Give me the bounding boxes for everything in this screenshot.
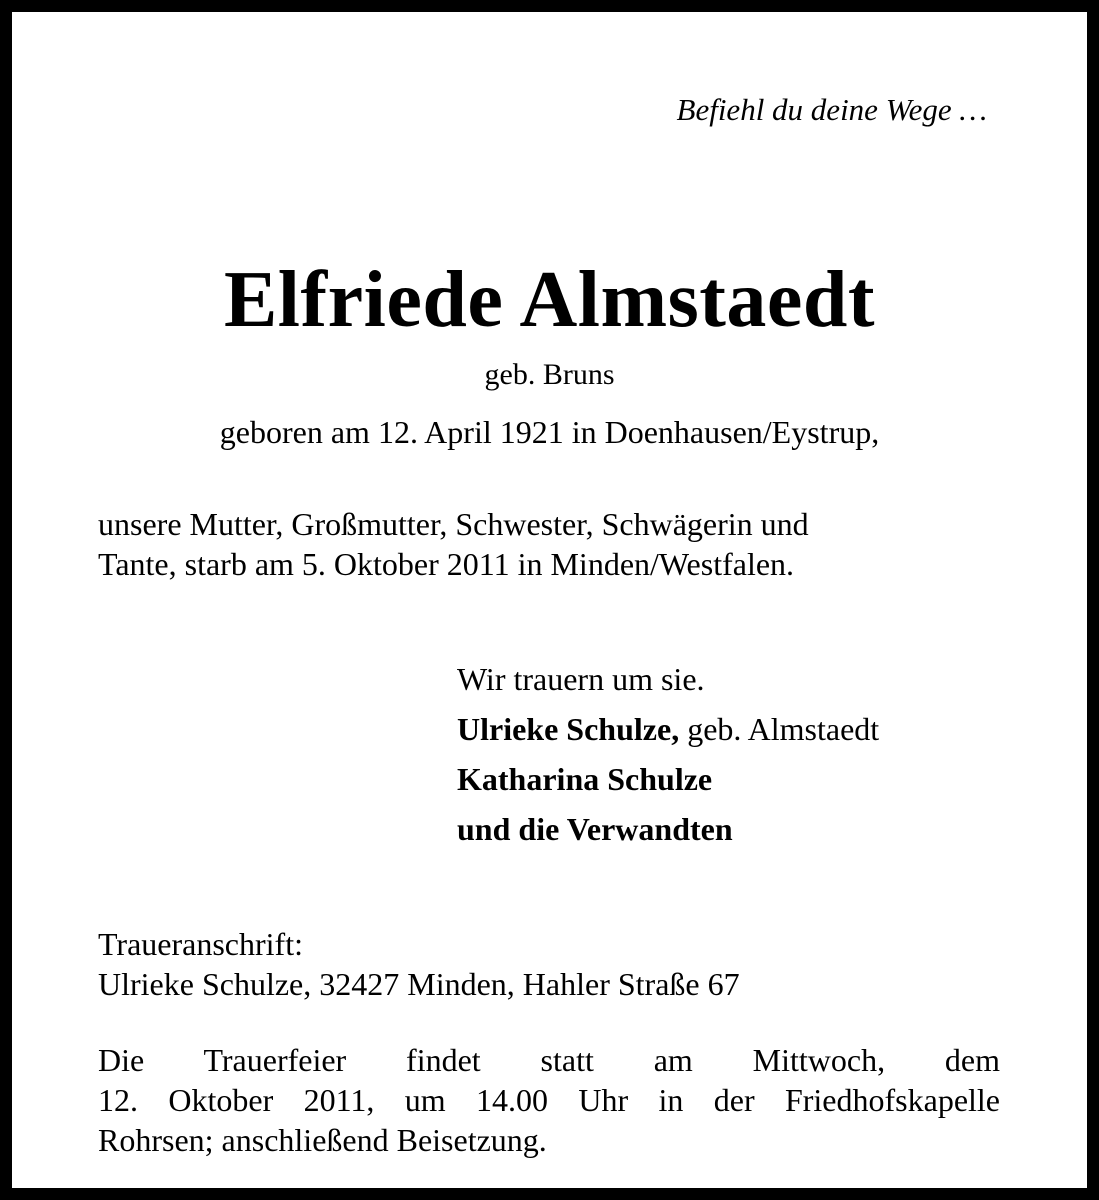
death-statement [98, 504, 1000, 584]
death-statement-line-1: unsere Mutter, Großmutter, Schwester, Schwägerin und [98, 506, 809, 542]
mourning-address-label: Traueranschrift: [98, 926, 303, 962]
mourning-address-value: Ulrieke Schulze, 32427 Minden, Hahler Straße 67 [98, 966, 740, 1002]
mourners-block [457, 659, 879, 859]
motto-quote: Befiehl du deine Wege … [676, 92, 987, 127]
ceremony-info [98, 1040, 1000, 1160]
mourners-relatives: und die Verwandten [457, 811, 733, 847]
mourner-1-name: Ulrieke Schulze, [457, 711, 680, 747]
ceremony-line-3: Rohrsen; anschließend Beisetzung. [98, 1122, 547, 1158]
birth-info: geboren am 12. April 1921 in Doenhausen/Eystrup, [219, 414, 880, 450]
mourner-1 [457, 709, 879, 759]
ceremony-line-1: Die Trauerfeier findet statt am Mittwoch, dem [98, 1042, 1000, 1078]
mourning-address [98, 924, 740, 1004]
mourners-intro: Wir trauern um sie. [457, 661, 705, 697]
deceased-name: Elfriede Almstaedt [223, 256, 876, 344]
maiden-name: geb. Bruns [484, 358, 615, 391]
mourner-2-name: Katharina Schulze [457, 761, 713, 797]
ceremony-line-2: 12. Oktober 2011, um 14.00 Uhr in der Friedhofskapelle [98, 1082, 1000, 1118]
mourner-1-maiden: geb. Almstaedt [679, 711, 880, 747]
death-statement-line-2: Tante, starb am 5. Oktober 2011 in Minden/Westfalen. [98, 546, 795, 582]
